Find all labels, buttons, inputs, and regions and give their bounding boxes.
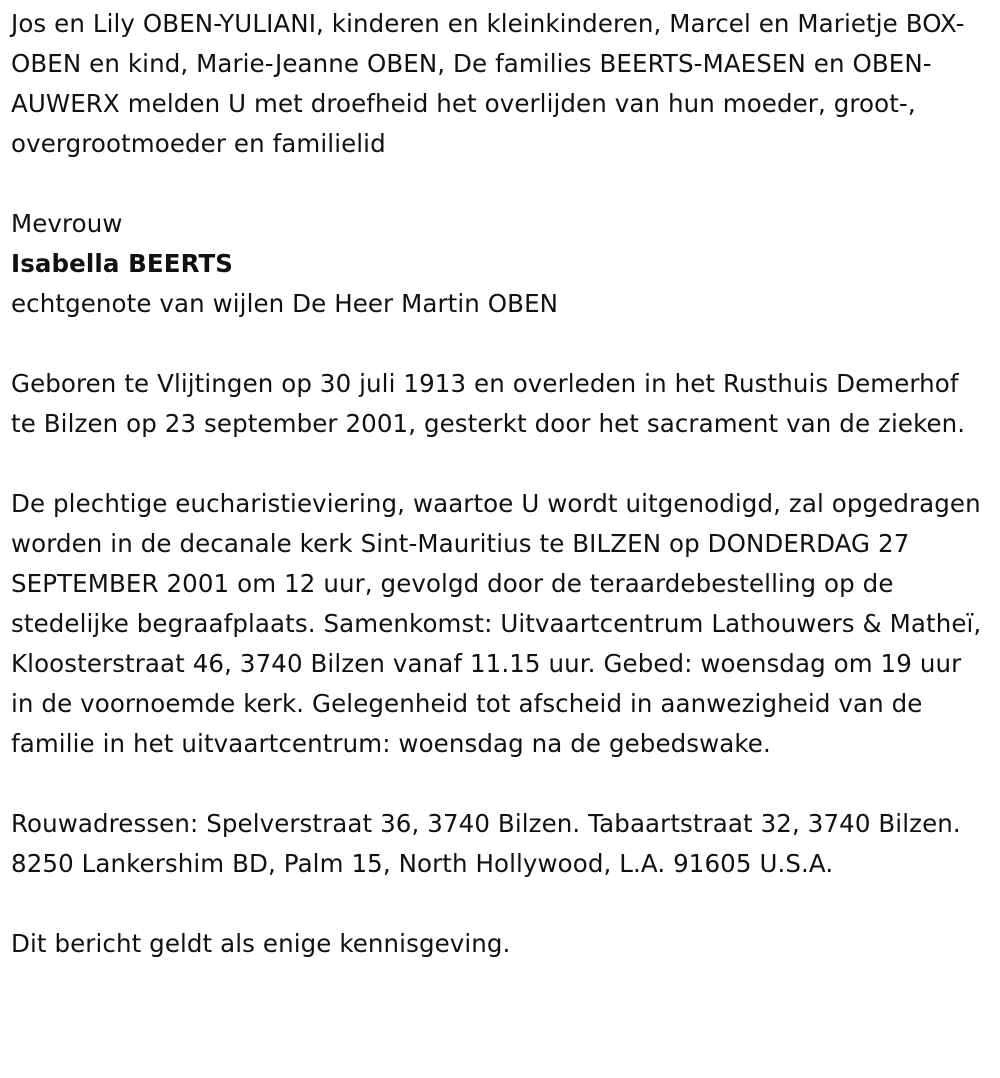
spacer [11, 324, 991, 364]
deceased-name: Isabella BEERTS [11, 249, 234, 278]
closing-line: Dit bericht geldt als enige kennisgeving. [11, 929, 511, 958]
honorific: Mevrouw [11, 209, 123, 238]
spacer [11, 884, 991, 924]
spacer [11, 444, 991, 484]
death-notice [11, 4, 991, 964]
family-announcement: Jos en Lily OBEN-YULIANI, kinderen en kleinkinderen, Marcel en Marietje BOX-OBEN en kind, Marie-Jeanne OBEN, De families BEERTS-MAESEN en OBEN-AUWERX melden U met droefheid het overlijden van hun moeder, groot-, overgrootmoeder en familielid [11, 9, 965, 158]
spacer [11, 764, 991, 804]
spouse-line: echtgenote van wijlen De Heer Martin OBEN [11, 289, 559, 318]
spacer [11, 164, 991, 204]
birth-death-paragraph: Geboren te Vlijtingen op 30 juli 1913 en overleden in het Rusthuis Demerhof te Bilzen op 23 september 2001, gesterkt door het sacrament van de zieken. [11, 369, 966, 438]
ceremony-paragraph: De plechtige eucharistieviering, waartoe U wordt uitgenodigd, zal opgedragen worden in de decanale kerk Sint-Mauritius te BILZEN op DONDERDAG 27 SEPTEMBER 2001 om 12 uur, gevolgd door de teraardebestelling op de stedelijke begraafplaats. Samenkomst: Uitvaartcentrum Lathouwers & Matheï, Kloosterstraat 46, 3740 Bilzen vanaf 11.15 uur. Gebed: woensdag om 19 uur in de voornoemde kerk. Gelegenheid tot afscheid in aanwezigheid van de familie in het uitvaartcentrum: woensdag na de gebedswake. [11, 489, 982, 758]
addresses-paragraph: Rouwadressen: Spelverstraat 36, 3740 Bilzen. Tabaartstraat 32, 3740 Bilzen. 8250 Lankershim BD, Palm 15, North Hollywood, L.A. 91605 U.S.A. [11, 809, 961, 878]
